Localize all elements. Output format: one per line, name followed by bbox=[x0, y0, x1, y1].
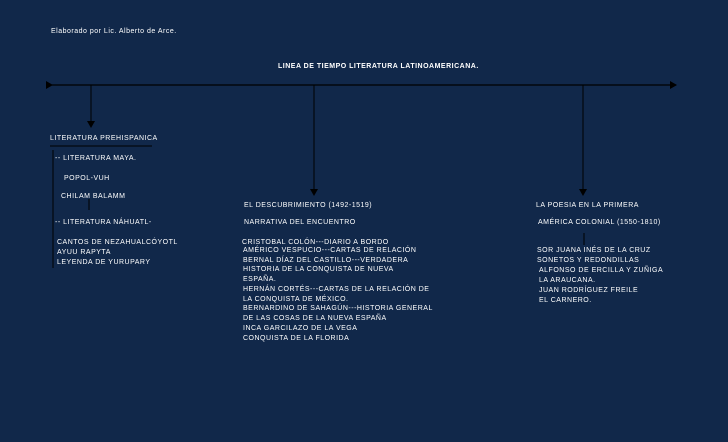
col2-sub: NARRATIVA DEL ENCUENTRO bbox=[244, 219, 356, 226]
col2-heading: EL DESCUBRIMIENTO (1492-1519) bbox=[244, 202, 373, 209]
col2-line-5: ESPAÑA. bbox=[243, 276, 277, 283]
col2-line-2: AMÉRICO VESPUCIO---CARTAS DE RELACIÓN bbox=[243, 247, 417, 254]
col3-line-2: SONETOS Y REDONDILLAS bbox=[537, 257, 640, 264]
col3-line-1: SOR JUANA INÉS DE LA CRUZ bbox=[537, 247, 651, 254]
col1-nahuatl: -- LITERATURA NÁHUATL- bbox=[55, 219, 152, 226]
col2-line-4: HISTORIA DE LA CONQUISTA DE NUEVA bbox=[243, 266, 394, 273]
col3-line-4: LA ARAUCANA. bbox=[539, 277, 596, 284]
col3-line-3: ALFONSO DE ERCILLA Y ZUÑIGA bbox=[539, 267, 664, 274]
col1-heading: LITERATURA PREHISPANICA bbox=[50, 135, 158, 142]
page-title: LINEA DE TIEMPO LITERATURA LATINOAMERICANA. bbox=[278, 63, 479, 70]
col1-work-1: CANTOS DE NEZAHUALCÓYOTL bbox=[57, 239, 178, 246]
col3-line-5: JUAN RODRÍGUEZ FREILE bbox=[539, 287, 639, 294]
col2-line-3: BERNAL DÍAZ DEL CASTILLO---VERDADERA bbox=[243, 257, 409, 264]
author-credit: Elaborado por Lic. Alberto de Arce. bbox=[51, 28, 177, 35]
col2-line-9: DE LAS COSAS DE LA NUEVA ESPAÑA bbox=[243, 315, 387, 322]
col2-line-11: CONQUISTA DE LA FLORIDA bbox=[243, 335, 350, 342]
col1-work-3: LEYENDA DE YURUPARY bbox=[57, 259, 151, 266]
col2-line-1: CRISTOBAL COLÓN---DIARIO A BORDO bbox=[242, 239, 389, 246]
col2-line-7: LA CONQUISTA DE MÉXICO. bbox=[243, 296, 349, 303]
col1-popol: POPOL-VUH bbox=[64, 175, 110, 182]
col1-work-2: AYUU RAPYTA bbox=[57, 249, 111, 256]
col1-maya: -- LITERATURA MAYA. bbox=[55, 155, 137, 162]
col2-line-10: INCA GARCILAZO DE LA VEGA bbox=[243, 325, 358, 332]
col2-line-8: BERNARDINO DE SAHAGÚN---HISTORIA GENERAL bbox=[243, 305, 433, 312]
col2-line-6: HERNÁN CORTÉS---CARTAS DE LA RELACIÓN DE bbox=[243, 286, 430, 293]
col1-chilam: CHILAM BALAMM bbox=[61, 193, 126, 200]
col3-heading: LA POESIA EN LA PRIMERA bbox=[536, 202, 639, 209]
col3-line-6: EL CARNERO. bbox=[539, 297, 592, 304]
col3-sub: AMÉRICA COLONIAL (1550-1810) bbox=[538, 219, 661, 226]
